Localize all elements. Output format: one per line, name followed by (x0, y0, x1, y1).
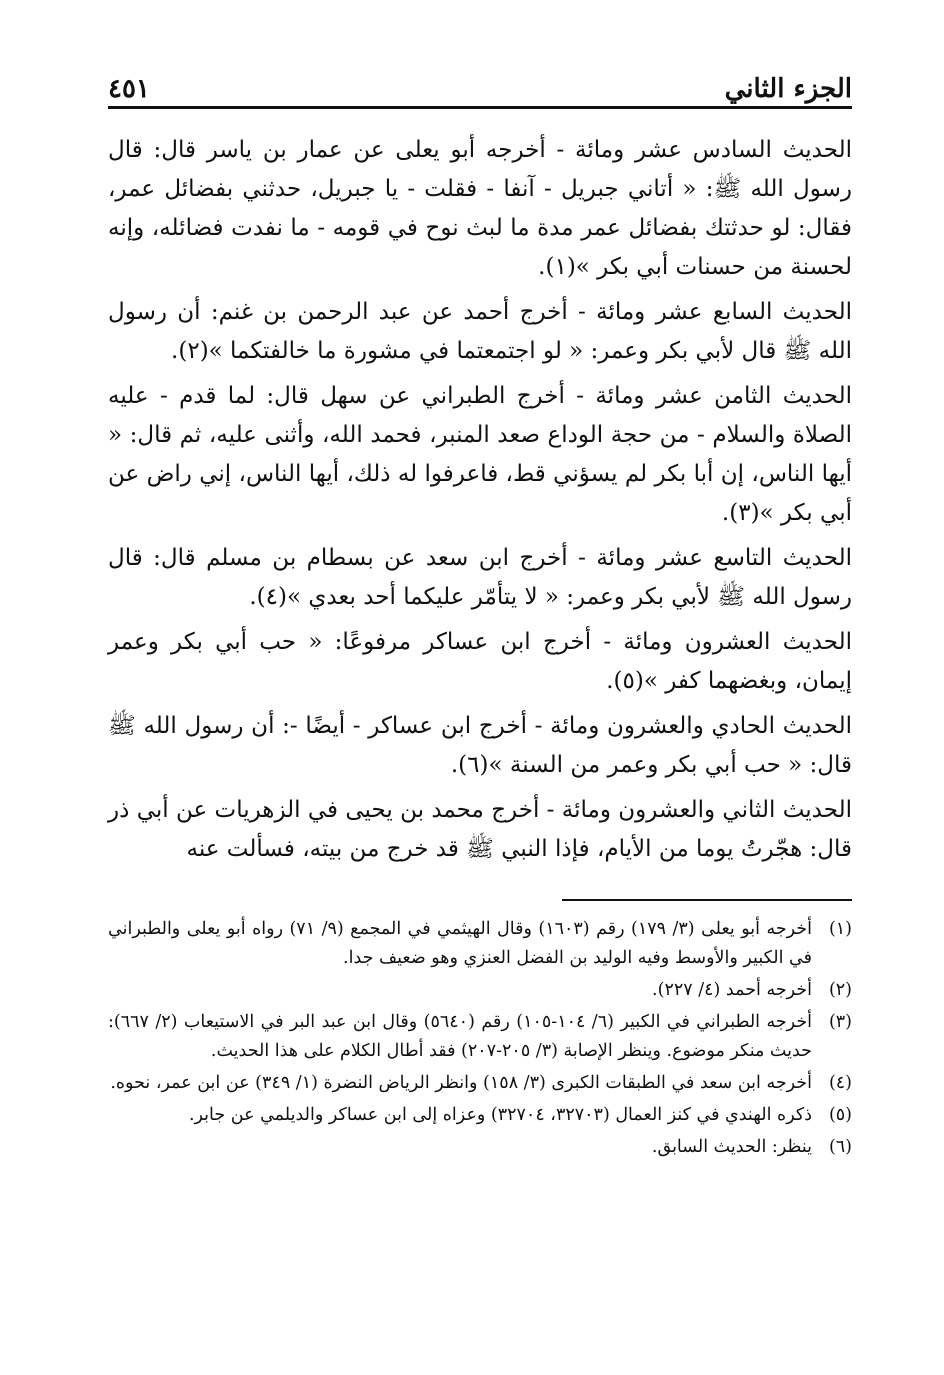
footnote-text: أخرجه الطبراني في الكبير (٦/ ١٠٤-١٠٥) رقم (٥٦٤٠) وقال ابن عبد البر في الاستيعاب (٢/ ٦٦٧): حديث منكر موضوع. وينظر الإصابة (٣/ ٢٠٥-٢٠٧) فقد أطال الكلام على هذا الحديث. (108, 1012, 812, 1061)
page (108, 62, 852, 1165)
paragraph: الحديث التاسع عشر ومائة - أخرج ابن سعد عن بسطام بن مسلم قال: قال رسول الله ﷺ لأبي بكر وعمر: « لا يتأمّر عليكما أحد بعدي »(٤). (108, 545, 852, 610)
footnote-text: أخرجه أحمد (٤/ ٢٢٧). (652, 980, 812, 1000)
footnotes (108, 915, 852, 1162)
footnote-number: (٢) (828, 980, 852, 1000)
footnote-text: أخرجه أبو يعلى (٣/ ١٧٩) رقم (١٦٠٣) وقال الهيثمي في المجمع (٩/ ٧١) رواه أبو يعلى والطبراني في الكبير والأوسط وفيه الوليد بن الفضل العنزي وهو ضعيف جدا. (108, 919, 812, 968)
footnote-text: أخرجه ابن سعد في الطبقات الكبرى (٣/ ١٥٨) وانظر الرياض النضرة (١/ ٣٤٩) عن ابن عمر، نحوه. (110, 1073, 812, 1093)
page-header (108, 62, 852, 104)
footnote (108, 915, 852, 973)
paragraph: الحديث السابع عشر ومائة - أخرج أحمد عن عبد الرحمن بن غنم: أن رسول الله ﷺ قال لأبي بكر وعمر: « لو اجتمعتما في مشورة ما خالفتكما »(٢). (108, 299, 852, 364)
paragraph: الحديث الثامن عشر ومائة - أخرج الطبراني عن سهل قال: لما قدم - عليه الصلاة والسلام - من حجة الوداع صعد المنبر، فحمد الله، وأثنى عليه، ثم قال: « أيها الناس، إن أبا بكر لم يسؤني قط، فاعرفوا له ذلك، أيها الناس، إني راض عن أبي بكر »(٣). (108, 383, 853, 526)
footnote (108, 1069, 852, 1098)
footnote (108, 1008, 852, 1066)
footnote-number: (٥) (828, 1105, 852, 1125)
footnote-number: (٦) (828, 1137, 852, 1157)
paragraph: الحديث الحادي والعشرون ومائة - أخرج ابن عساكر - أيضًا -: أن رسول الله ﷺ قال: « حب أبي بكر وعمر من السنة »(٦). (108, 713, 852, 778)
footnote-text: ذكره الهندي في كنز العمال (٣٢٧٠٣، ٣٢٧٠٤) وعزاه إلى ابن عساكر والديلمي عن جابر. (188, 1105, 812, 1125)
footnote (108, 976, 852, 1005)
page-number: ٤٥١ (108, 74, 150, 104)
footnote-text: ينظر: الحديث السابق. (651, 1137, 812, 1157)
footnote (108, 1101, 852, 1130)
paragraph: الحديث الثاني والعشرون ومائة - أخرج محمد بن يحيى في الزهريات عن أبي ذر قال: هجّرتُ يوما من الأيام، فإذا النبي ﷺ قد خرج من بيته، فسألت عنه (108, 797, 852, 862)
footnote (108, 1133, 852, 1162)
paragraph: الحديث العشرون ومائة - أخرج ابن عساكر مرفوعًا: « حب أبي بكر وعمر إيمان، وبغضهما كفر »(٥). (108, 629, 852, 694)
paragraph: الحديث السادس عشر ومائة - أخرجه أبو يعلى عن عمار بن ياسر قال: قال رسول الله ﷺ: « أتاني جبريل - آنفا - فقلت - يا جبريل، حدثني بفضائل عمر، فقال: لو حدثتك بفضائل عمر مدة ما لبث نوح في قومه - ما نفدت فضائله، وإنه لحسنة من حسنات أبي بكر »(١). (108, 137, 852, 280)
footnote-separator (108, 899, 852, 901)
running-title: الجزء الثاني (724, 74, 852, 104)
footnote-number: (٣) (828, 1012, 852, 1032)
footnote-number: (٤) (828, 1073, 852, 1093)
header-rule (108, 106, 852, 109)
main-text (108, 131, 852, 869)
footnote-number: (١) (828, 919, 852, 939)
